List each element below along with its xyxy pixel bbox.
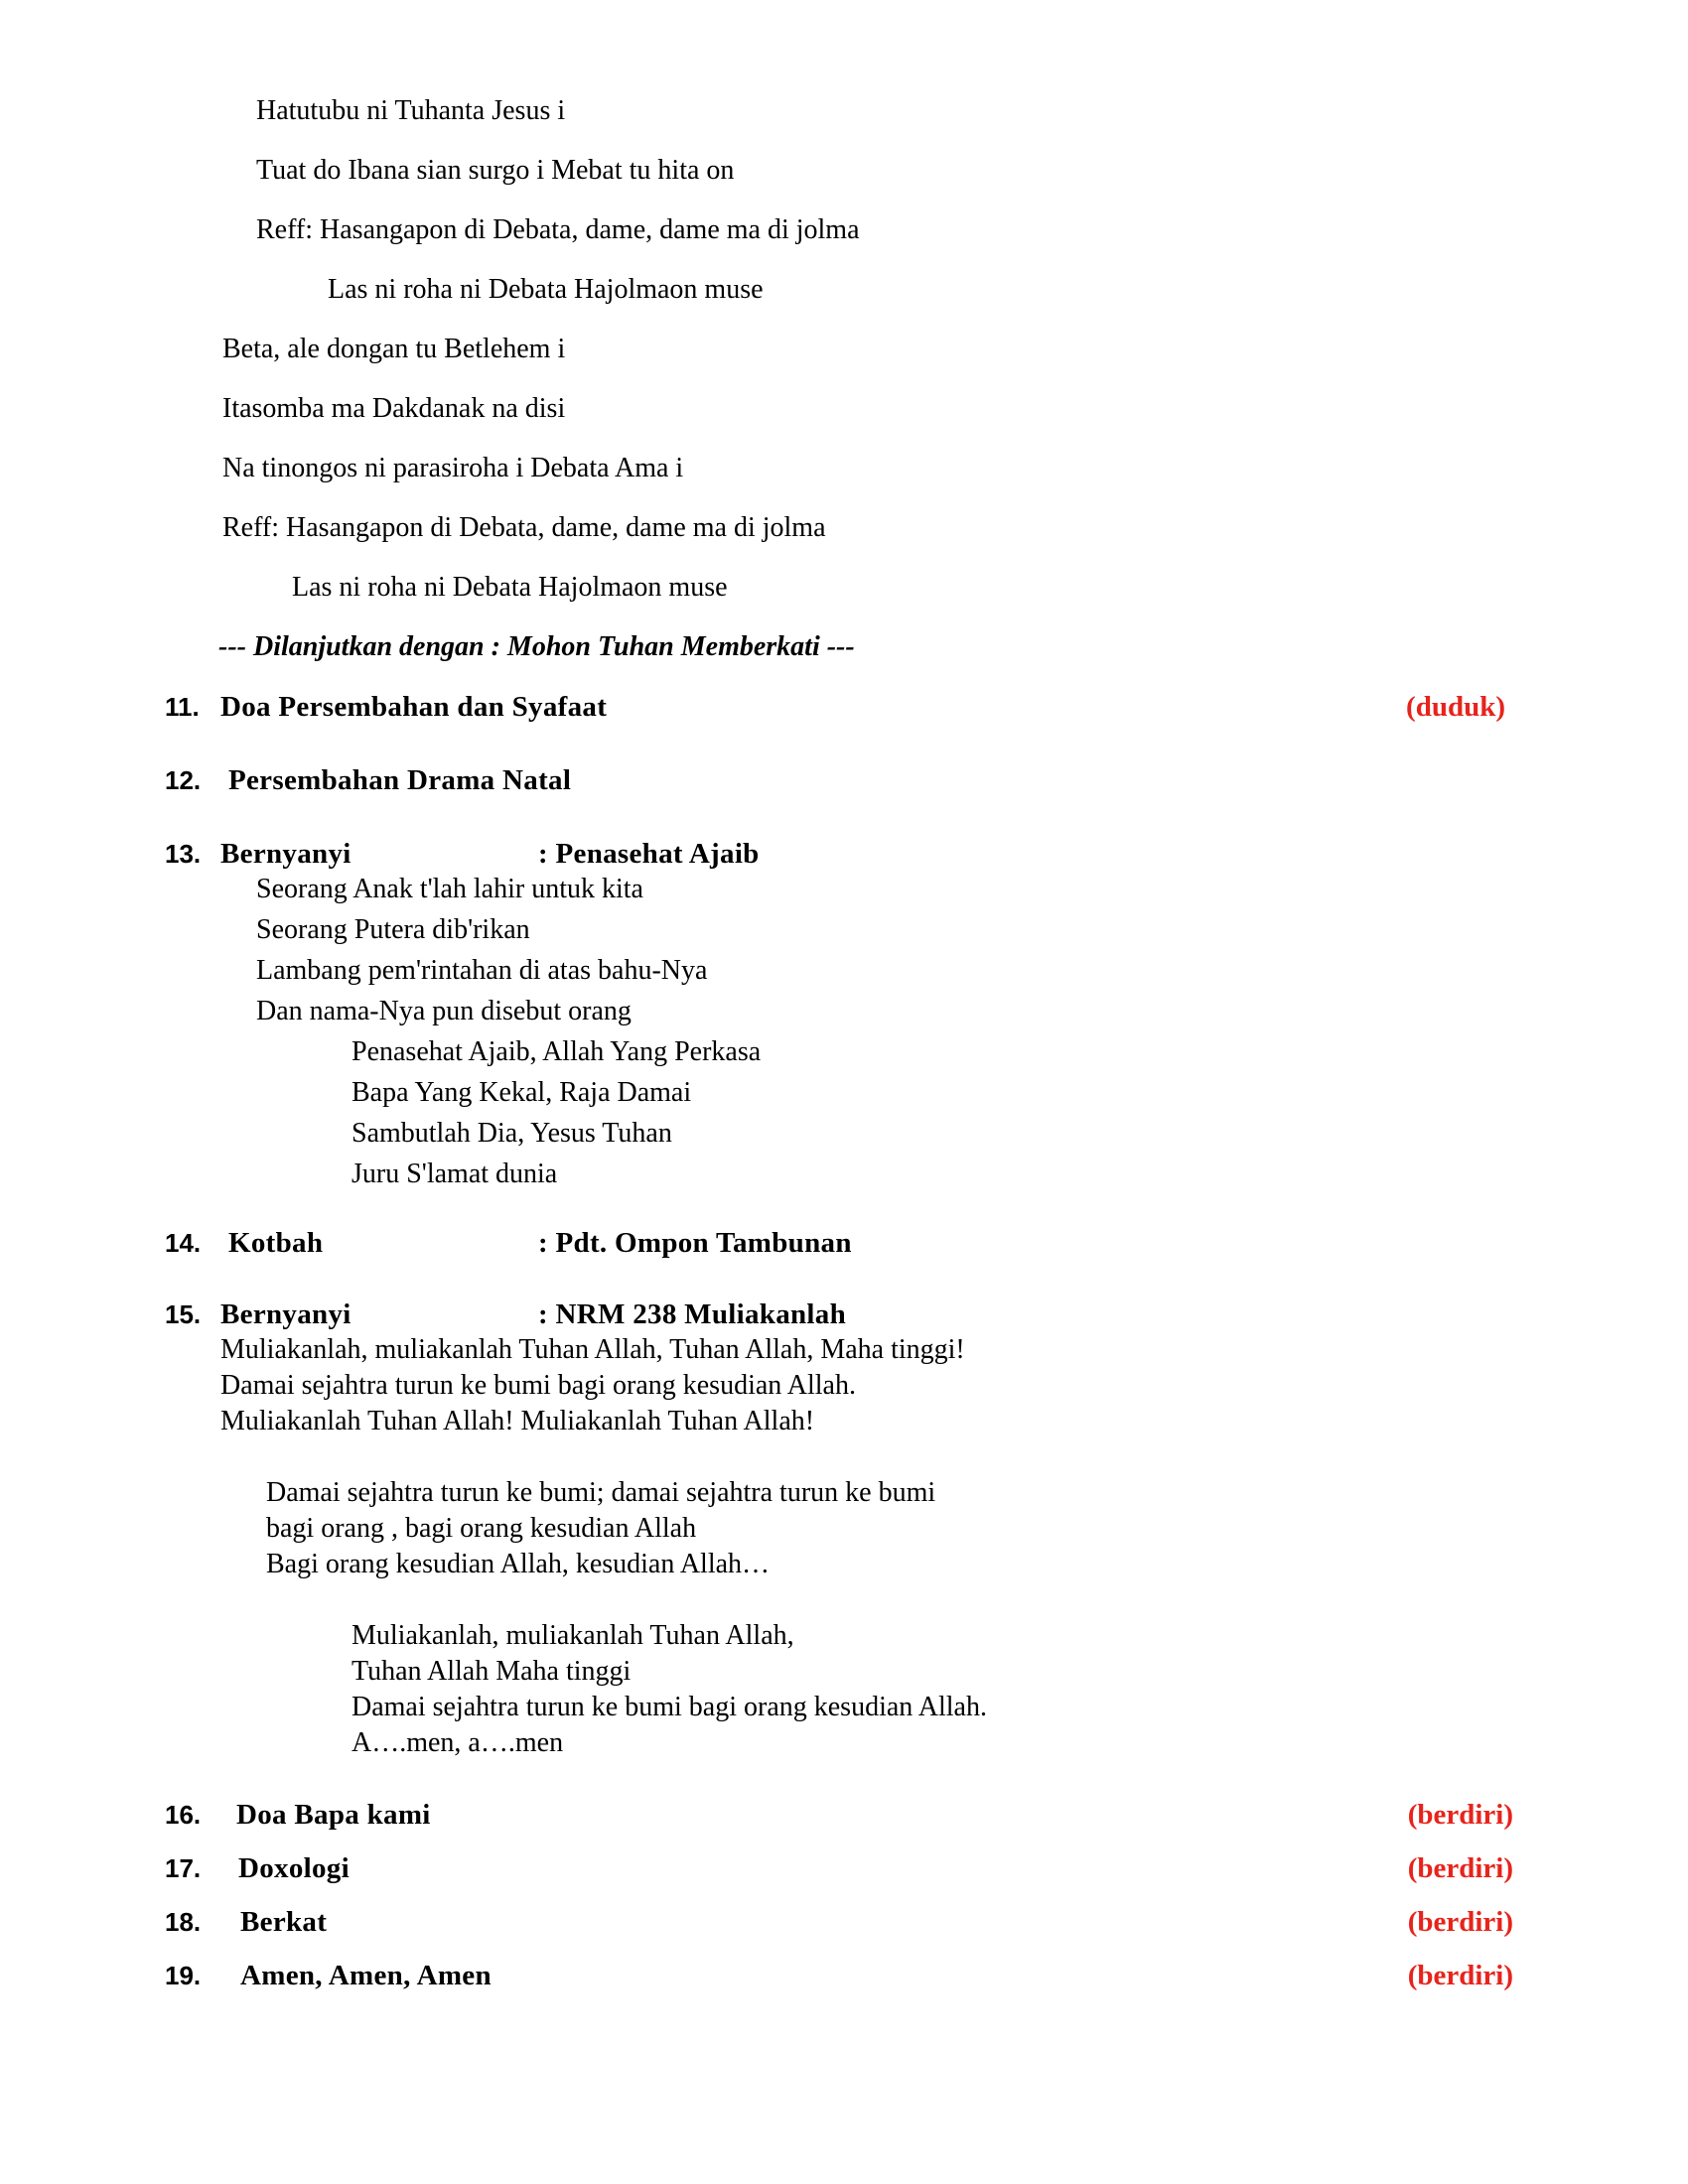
item-number: 11. [165,692,200,722]
song-line: Tuat do Ibana sian surgo i Mebat tu hita on [256,155,735,186]
posture-label: (berdiri) [1407,1960,1513,1991]
song-line: Seorang Anak t'lah lahir untuk kita [256,874,643,904]
song-line: Sambutlah Dia, Yesus Tuhan [352,1118,672,1149]
item-title: Doa Bapa kami [236,1799,431,1831]
song-refrain-line: Las ni roha ni Debata Hajolmaon muse [292,572,728,603]
item-number: 13. [165,839,202,869]
song-line: Beta, ale dongan tu Betlehem i [222,334,566,364]
item-number: 16. [165,1800,202,1830]
song-line: Bagi orang kesudian Allah, kesudian Allah… [266,1549,771,1579]
item-title: Persembahan Drama Natal [228,764,572,796]
song-line: Damai sejahtra turun ke bumi bagi orang kesudian Allah. [352,1692,987,1722]
song-line: bagi orang , bagi orang kesudian Allah [266,1513,697,1544]
item-title: Kotbah [228,1227,324,1259]
item-title: Bernyanyi [220,838,352,870]
item-detail: : Penasehat Ajaib [538,838,760,870]
item-detail: : NRM 238 Muliakanlah [538,1298,847,1330]
song-line: Dan nama-Nya pun disebut orang [256,996,632,1026]
item-title: Berkat [240,1906,328,1938]
item-title: Amen, Amen, Amen [240,1960,492,1991]
song-line: Bapa Yang Kekal, Raja Damai [352,1077,692,1108]
song-line: Na tinongos ni parasiroha i Debata Ama i [222,453,684,483]
song-line: Damai sejahtra turun ke bumi bagi orang kesudian Allah. [220,1370,856,1401]
posture-label: (berdiri) [1407,1852,1513,1884]
song-line: Itasomba ma Dakdanak na disi [222,393,566,424]
item-title: Doxologi [238,1852,350,1884]
item-number: 17. [165,1853,202,1883]
item-detail: : Pdt. Ompon Tambunan [538,1227,852,1259]
continuation-note: --- Dilanjutkan dengan : Mohon Tuhan Memberkati --- [218,631,855,662]
posture-label: (duduk) [1406,691,1505,723]
item-number: 14. [165,1228,202,1258]
posture-label: (berdiri) [1407,1799,1513,1831]
song-line: Lambang pem'rintahan di atas bahu-Nya [256,955,708,986]
song-refrain-line: Reff: Hasangapon di Debata, dame, dame ma di jolma [256,214,860,245]
item-title: Bernyanyi [220,1298,352,1330]
song-line: Muliakanlah Tuhan Allah! Muliakanlah Tuhan Allah! [220,1406,815,1436]
posture-label: (berdiri) [1407,1906,1513,1938]
song-line: Juru S'lamat dunia [352,1159,558,1189]
item-number: 12. [165,765,202,795]
item-number: 15. [165,1299,202,1329]
song-line: Damai sejahtra turun ke bumi; damai sejahtra turun ke bumi [266,1477,936,1508]
song-refrain-line: Las ni roha ni Debata Hajolmaon muse [328,274,764,305]
song-refrain-line: Reff: Hasangapon di Debata, dame, dame ma di jolma [222,512,826,543]
song-line: Hatutubu ni Tuhanta Jesus i [256,95,566,126]
item-number: 18. [165,1907,202,1937]
song-line: Penasehat Ajaib, Allah Yang Perkasa [352,1036,762,1067]
song-line: Muliakanlah, muliakanlah Tuhan Allah, Tuhan Allah, Maha tinggi! [220,1334,965,1365]
song-line: Seorang Putera dib'rikan [256,914,530,945]
song-line: Muliakanlah, muliakanlah Tuhan Allah, [352,1620,794,1651]
song-line: Tuhan Allah Maha tinggi [352,1656,632,1687]
item-number: 19. [165,1961,202,1990]
song-line: A….men, a….men [352,1727,564,1758]
item-title: Doa Persembahan dan Syafaat [220,691,608,723]
